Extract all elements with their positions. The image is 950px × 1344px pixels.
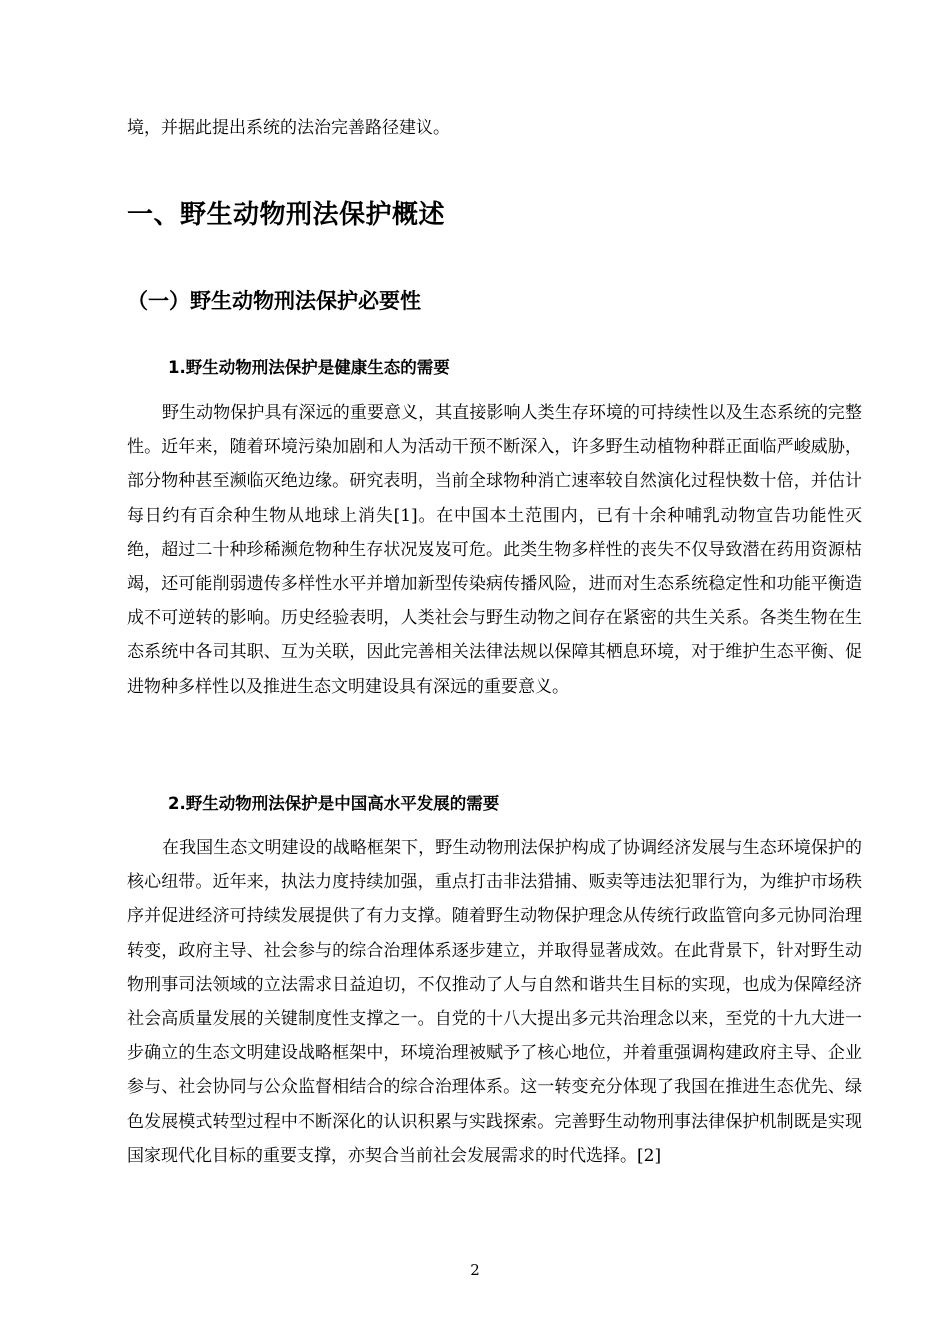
- subsection-title: （一）野生动物刑法保护必要性: [127, 289, 421, 313]
- continued-text-line: 境，并据此提出系统的法治完善路径建议。: [127, 118, 450, 138]
- point-body-2: 在我国生态文明建设的战略框架下，野生动物刑法保护构成了协调经济发展与生态环境保护的核心纽带。近年来，执法力度持续加强，重点打击非法猎捕、贩卖等违法犯罪行为，为维护市场秩序并促进经济可持续发展提供了有力支撑。随着野生动物保护理念从传统行政监管向多元协同治理转变，政府主导、社会参与的综合治理体系逐步建立，并取得显著成效。在此背景下，针对野生动物刑事司法领域的立法需求日益迫切，不仅推动了人与自然和谐共生目标的实现，也成为保障经济社会高质量发展的关键制度性支撑之一。自党的十八大提出多元共治理念以来，至党的十九大进一步确立的生态文明建设战略框架中，环境治理被赋予了核心地位，并着重强调构建政府主导、企业参与、社会协同与公众监督相结合的综合治理体系。这一转变充分体现了我国在推进生态优先、绿色发展模式转型过程中不断深化的认识积累与实践探索。完善野生动物刑事法律保护机制既是实现国家现代化目标的重要支撑，亦契合当前社会发展需求的时代选择。[2]: [127, 838, 862, 1166]
- section-title: 一、野生动物刑法保护概述: [127, 200, 446, 230]
- point-heading-2: 2.野生动物刑法保护是中国高水平发展的需要: [168, 794, 500, 813]
- point-heading-1: 1.野生动物刑法保护是健康生态的需要: [168, 358, 450, 377]
- point-body-1: 野生动物保护具有深远的重要意义，其直接影响人类生存环境的可持续性以及生态系统的完整性。近年来，随着环境污染加剧和人为活动干预不断深入，许多野生动植物种群正面临严峻威胁，部分物种甚至濒临灭绝边缘。研究表明，当前全球物种消亡速率较自然演化过程快数十倍，并估计每日约有百余种生物从地球上消失[1]。在中国本土范围内，已有十余种哺乳动物宣告功能性灭绝，超过二十种珍稀濒危物种生存状况岌岌可危。此类生物多样性的丧失不仅导致潜在药用资源枯竭，还可能削弱遗传多样性水平并增加新型传染病传播风险，进而对生态系统稳定性和功能平衡造成不可逆转的影响。历史经验表明，人类社会与野生动物之间存在紧密的共生关系。各类生物在生态系统中各司其职、互为关联，因此完善相关法律法规以保障其栖息环境，对于维护生态平衡、促进物种多样性以及推进生态文明建设具有深远的重要意义。: [127, 403, 862, 697]
- page-number: 2: [470, 1261, 480, 1279]
